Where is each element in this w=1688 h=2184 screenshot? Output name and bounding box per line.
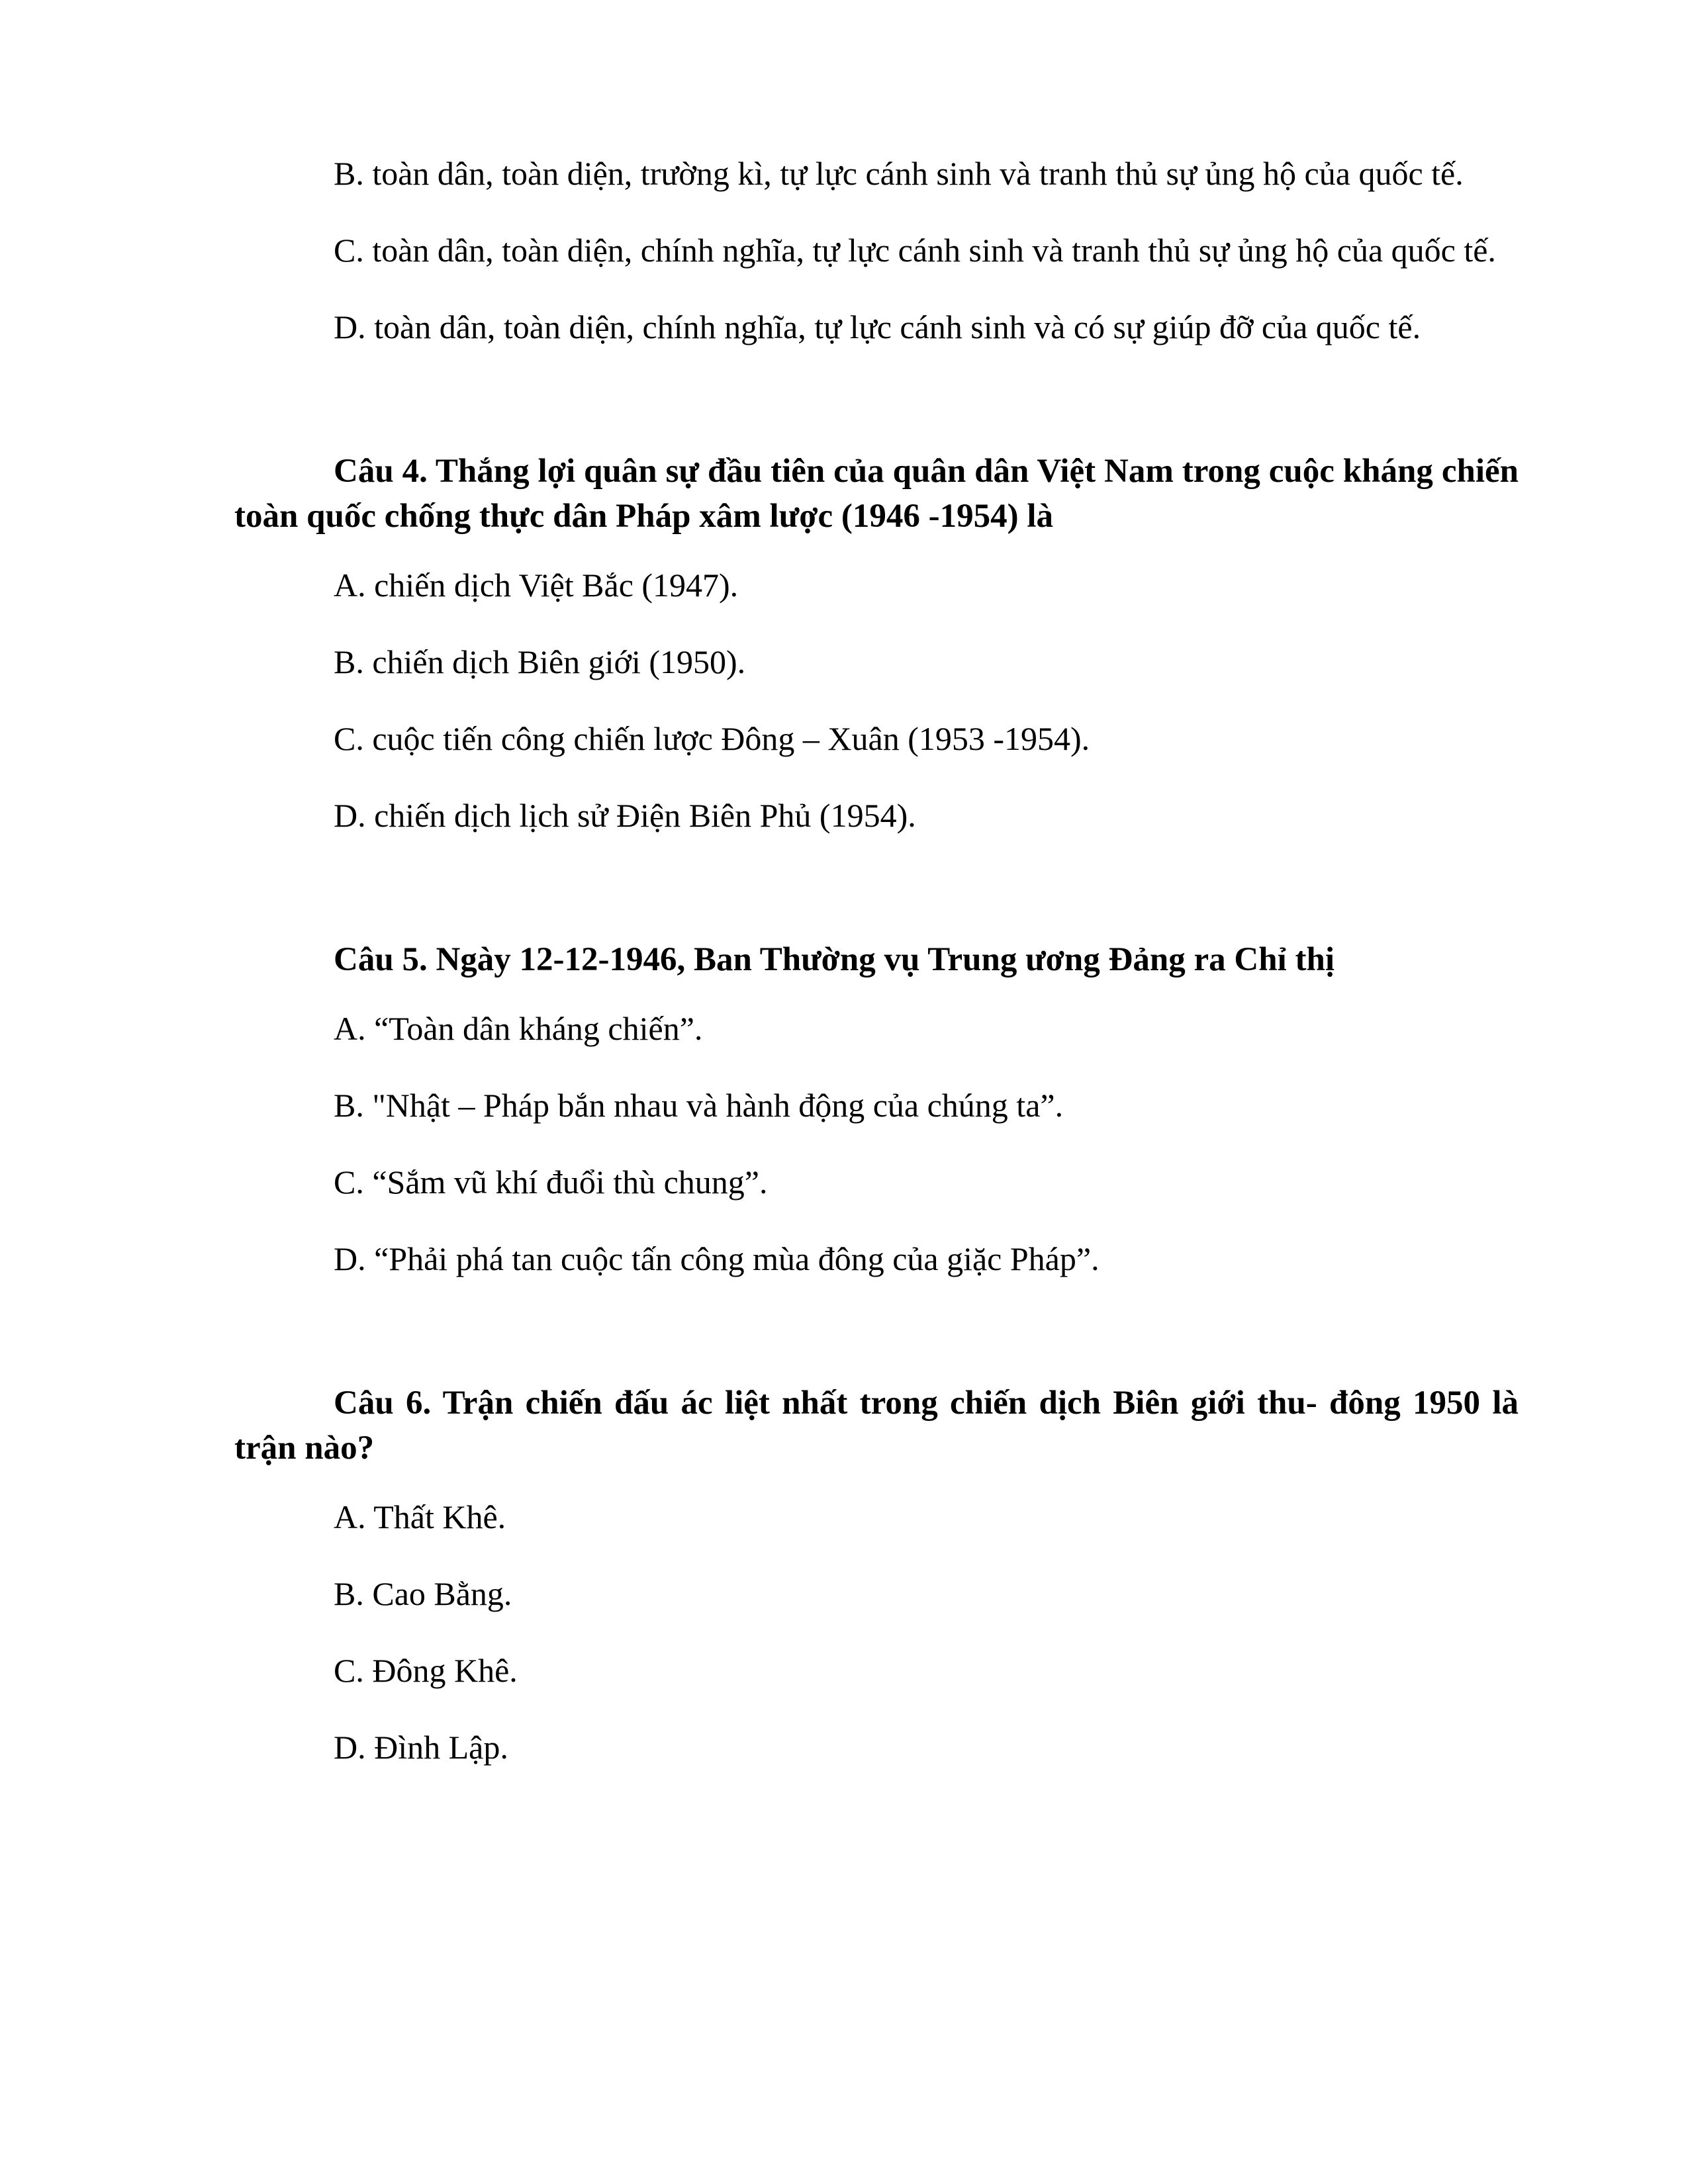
question-5-option-a: A. “Toàn dân kháng chiến”. bbox=[334, 1010, 703, 1047]
question-5-option-b: B. "Nhật – Pháp bắn nhau và hành động của chúng ta”. bbox=[334, 1087, 1064, 1124]
prev-option-b: B. toàn dân, toàn diện, trường kì, tự lực cánh sinh và tranh thủ sự ủng hộ của quốc tế. bbox=[334, 155, 1464, 192]
question-6-option-b: B. Cao Bằng. bbox=[334, 1575, 512, 1612]
question-4-option-d: D. chiến dịch lịch sử Điện Biên Phủ (1954). bbox=[334, 797, 916, 834]
question-6-option-a: A. Thất Khê. bbox=[334, 1498, 506, 1535]
question-4-option-c: C. cuộc tiến công chiến lược Đông – Xuân (1953 -1954). bbox=[334, 720, 1090, 757]
question-4-option-b: B. chiến dịch Biên giới (1950). bbox=[334, 643, 746, 680]
question-4-option-a: A. chiến dịch Việt Bắc (1947). bbox=[334, 567, 739, 604]
prev-option-c: C. toàn dân, toàn diện, chính nghĩa, tự lực cánh sinh và tranh thủ sự ủng hộ của quốc tế. bbox=[334, 232, 1496, 269]
prev-option-d: D. toàn dân, toàn diện, chính nghĩa, tự lực cánh sinh và có sự giúp đỡ của quốc tế. bbox=[334, 308, 1421, 345]
document-page bbox=[234, 151, 1519, 1770]
question-6-option-d: D. Đình Lập. bbox=[334, 1729, 508, 1766]
question-6-option-c: C. Đông Khê. bbox=[334, 1652, 518, 1689]
question-6-title: Câu 6. Trận chiến đấu ác liệt nhất trong chiến dịch Biên giới thu- đông 1950 là trận nào? bbox=[234, 1385, 1519, 1467]
question-4-title: Câu 4. Thắng lợi quân sự đầu tiên của quân dân Việt Nam trong cuộc kháng chiến toàn quốc chống thực dân Pháp xâm lược (1946 -1954) là bbox=[234, 453, 1519, 535]
question-5-title: Câu 5. Ngày 12-12-1946, Ban Thường vụ Trung ương Đảng ra Chỉ thị bbox=[334, 941, 1335, 978]
question-5-option-c: C. “Sắm vũ khí đuổi thù chung”. bbox=[334, 1163, 768, 1201]
question-5-option-d: D. “Phải phá tan cuộc tấn công mùa đông của giặc Pháp”. bbox=[334, 1240, 1100, 1277]
